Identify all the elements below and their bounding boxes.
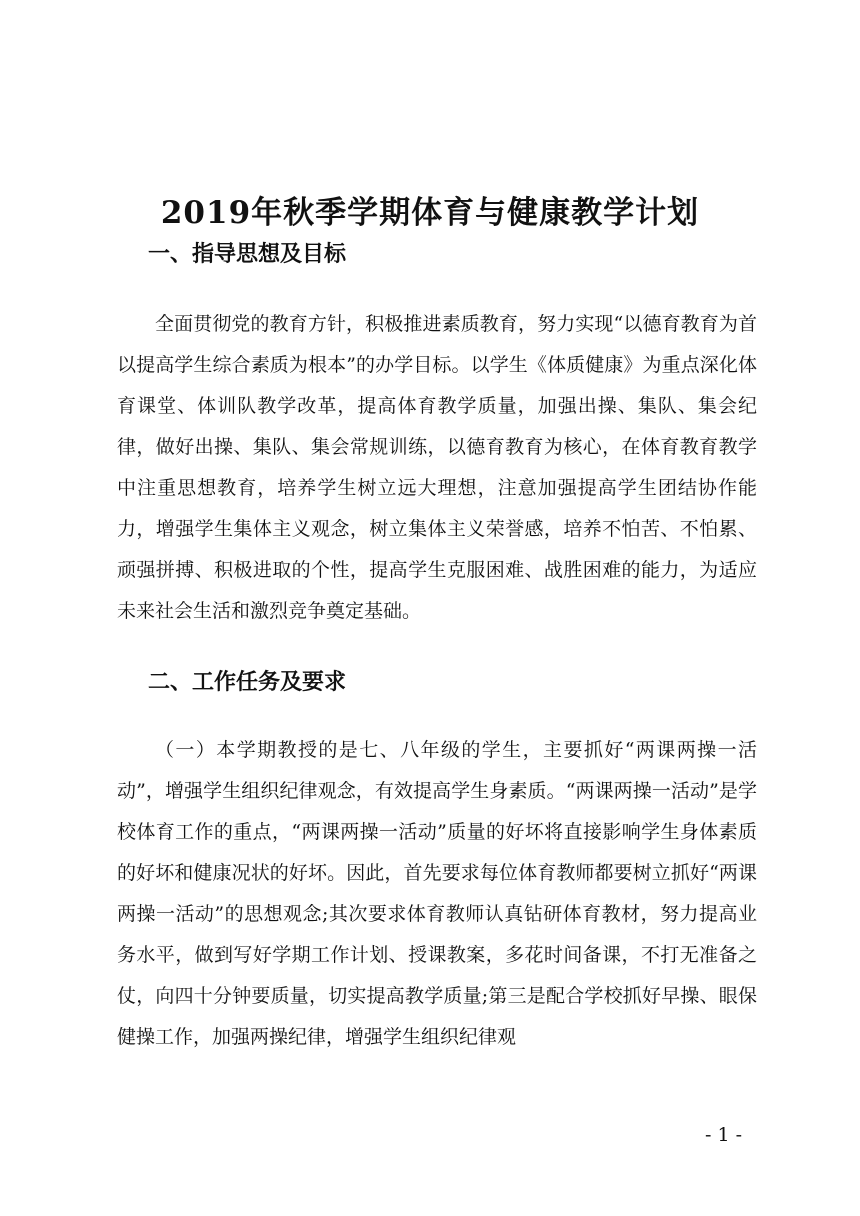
- section-paragraph-work-tasks: （一）本学期教授的是七、八年级的学生，主要抓好“两课两操一活动”，增强学生组织纪律观念，有效提高学生身素质。“两课两操一活动”是学校体育工作的重点，“两课两操一活动”质量的好坏将直接影响学生身体素质的好坏和健康况状的好坏。因此，首先要求每位体育教师都要树立抓好“两课两操一活动”的思想观念;其次要求体育教师认真钻研体育教材，努力提高业务水平，做到写好学期工作计划、授课教案，多花时间备课，不打无准备之仗，向四十分钟要质量，切实提高教学质量;第三是配合学校抓好早操、眼保健操工作，加强两操纪律，增强学生组织纪律观: [117, 739, 757, 1048]
- section-heading-work-tasks: 二、工作任务及要求: [148, 670, 347, 695]
- page-number: - 1 -: [704, 1124, 742, 1146]
- section-heading-guiding-thought: 一、指导思想及目标: [148, 242, 347, 267]
- document-title: 2019年秋季学期体育与健康教学计划: [160, 194, 700, 231]
- section-paragraph-guiding-thought: 全面贯彻党的教育方针，积极推进素质教育，努力实现“以德育教育为首以提高学生综合素质为根本”的办学目标。以学生《体质健康》为重点深化体育课堂、体训队教学改革，提高体育教学质量，加强出操、集队、集会纪律，做好出操、集队、集会常规训练，以德育教育为核心，在体育教育教学中注重思想教育，培养学生树立远大理想，注意加强提高学生团结协作能力，增强学生集体主义观念，树立集体主义荣誉感，培养不怕苦、不怕累、顽强拼搏、积极进取的个性，提高学生克服困难、战胜困难的能力，为适应未来社会生活和激烈竞争奠定基础。: [117, 313, 757, 622]
